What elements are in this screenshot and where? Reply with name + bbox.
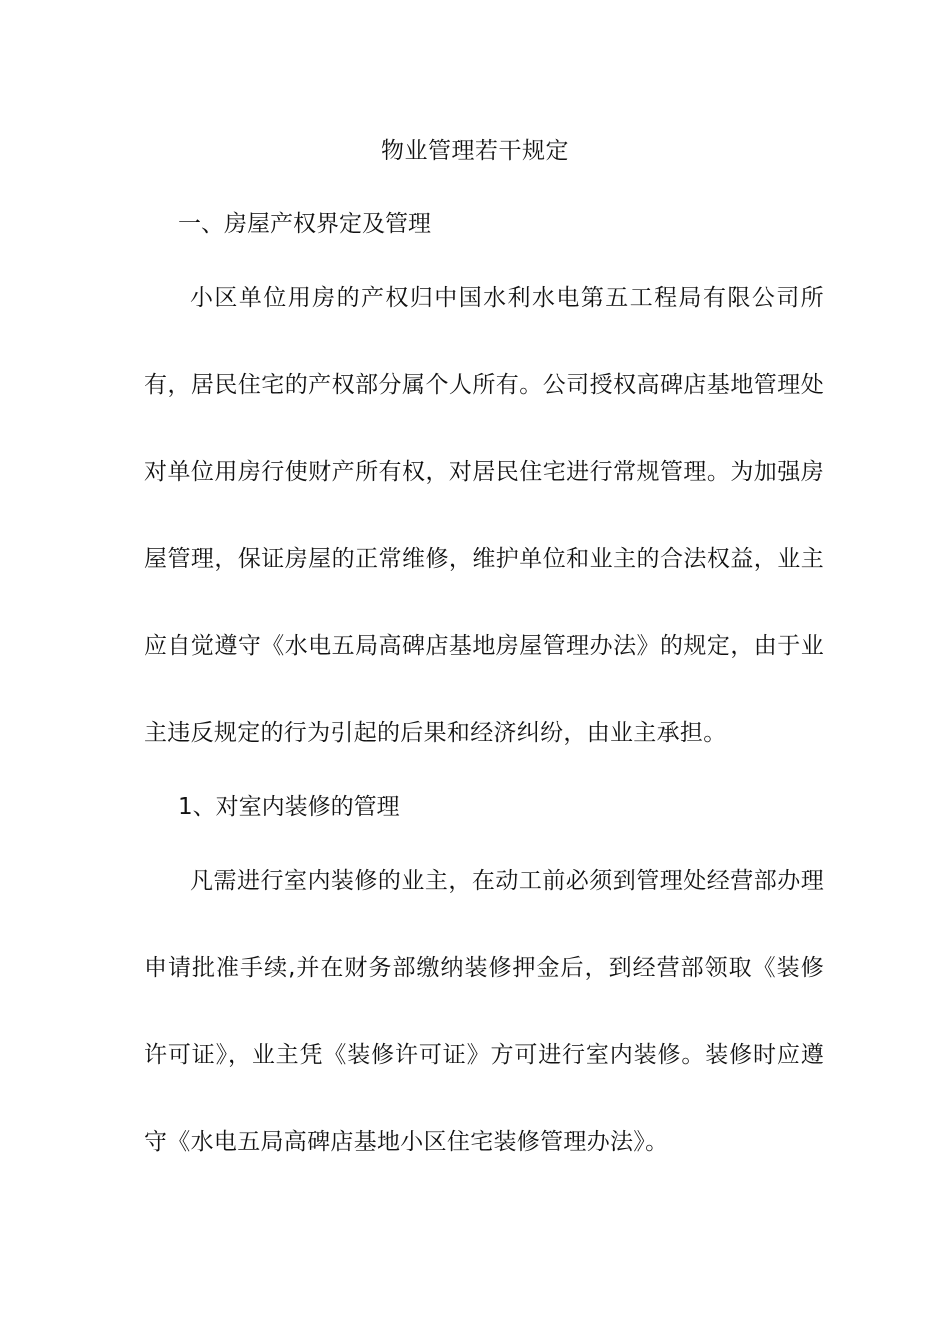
paragraph-interior-decoration: 凡需进行室内装修的业主，在动工前必须到管理处经营部办理申请批准手续,并在财务部缴纳装修押金后，到经营部领取《装修许可证》，业主凭《装修许可证》方可进行室内装修。装修时应遵守《水电五局高碑店基地小区住宅装修管理办法》。 xyxy=(144,868,824,1155)
paragraph-property-rights: 小区单位用房的产权归中国水利水电第五工程局有限公司所有，居民住宅的产权部分属个人所有。公司授权高碑店基地管理处对单位用房行使财产所有权，对居民住宅进行常规管理。为加强房屋管理，保证房屋的正常维修，维护单位和业主的合法权益，业主应自觉遵守《水电五局高碑店基地房屋管理办法》的规定，由于业主违反规定的行为引起的后果和经济纠纷，由业主承担。 xyxy=(144,285,824,746)
section-heading-property-rights: 一、房屋产权界定及管理 xyxy=(178,211,431,237)
subsection-heading-interior-decoration: 1、对室内装修的管理 xyxy=(178,794,400,820)
document-title: 物业管理若干规定 xyxy=(381,138,569,164)
